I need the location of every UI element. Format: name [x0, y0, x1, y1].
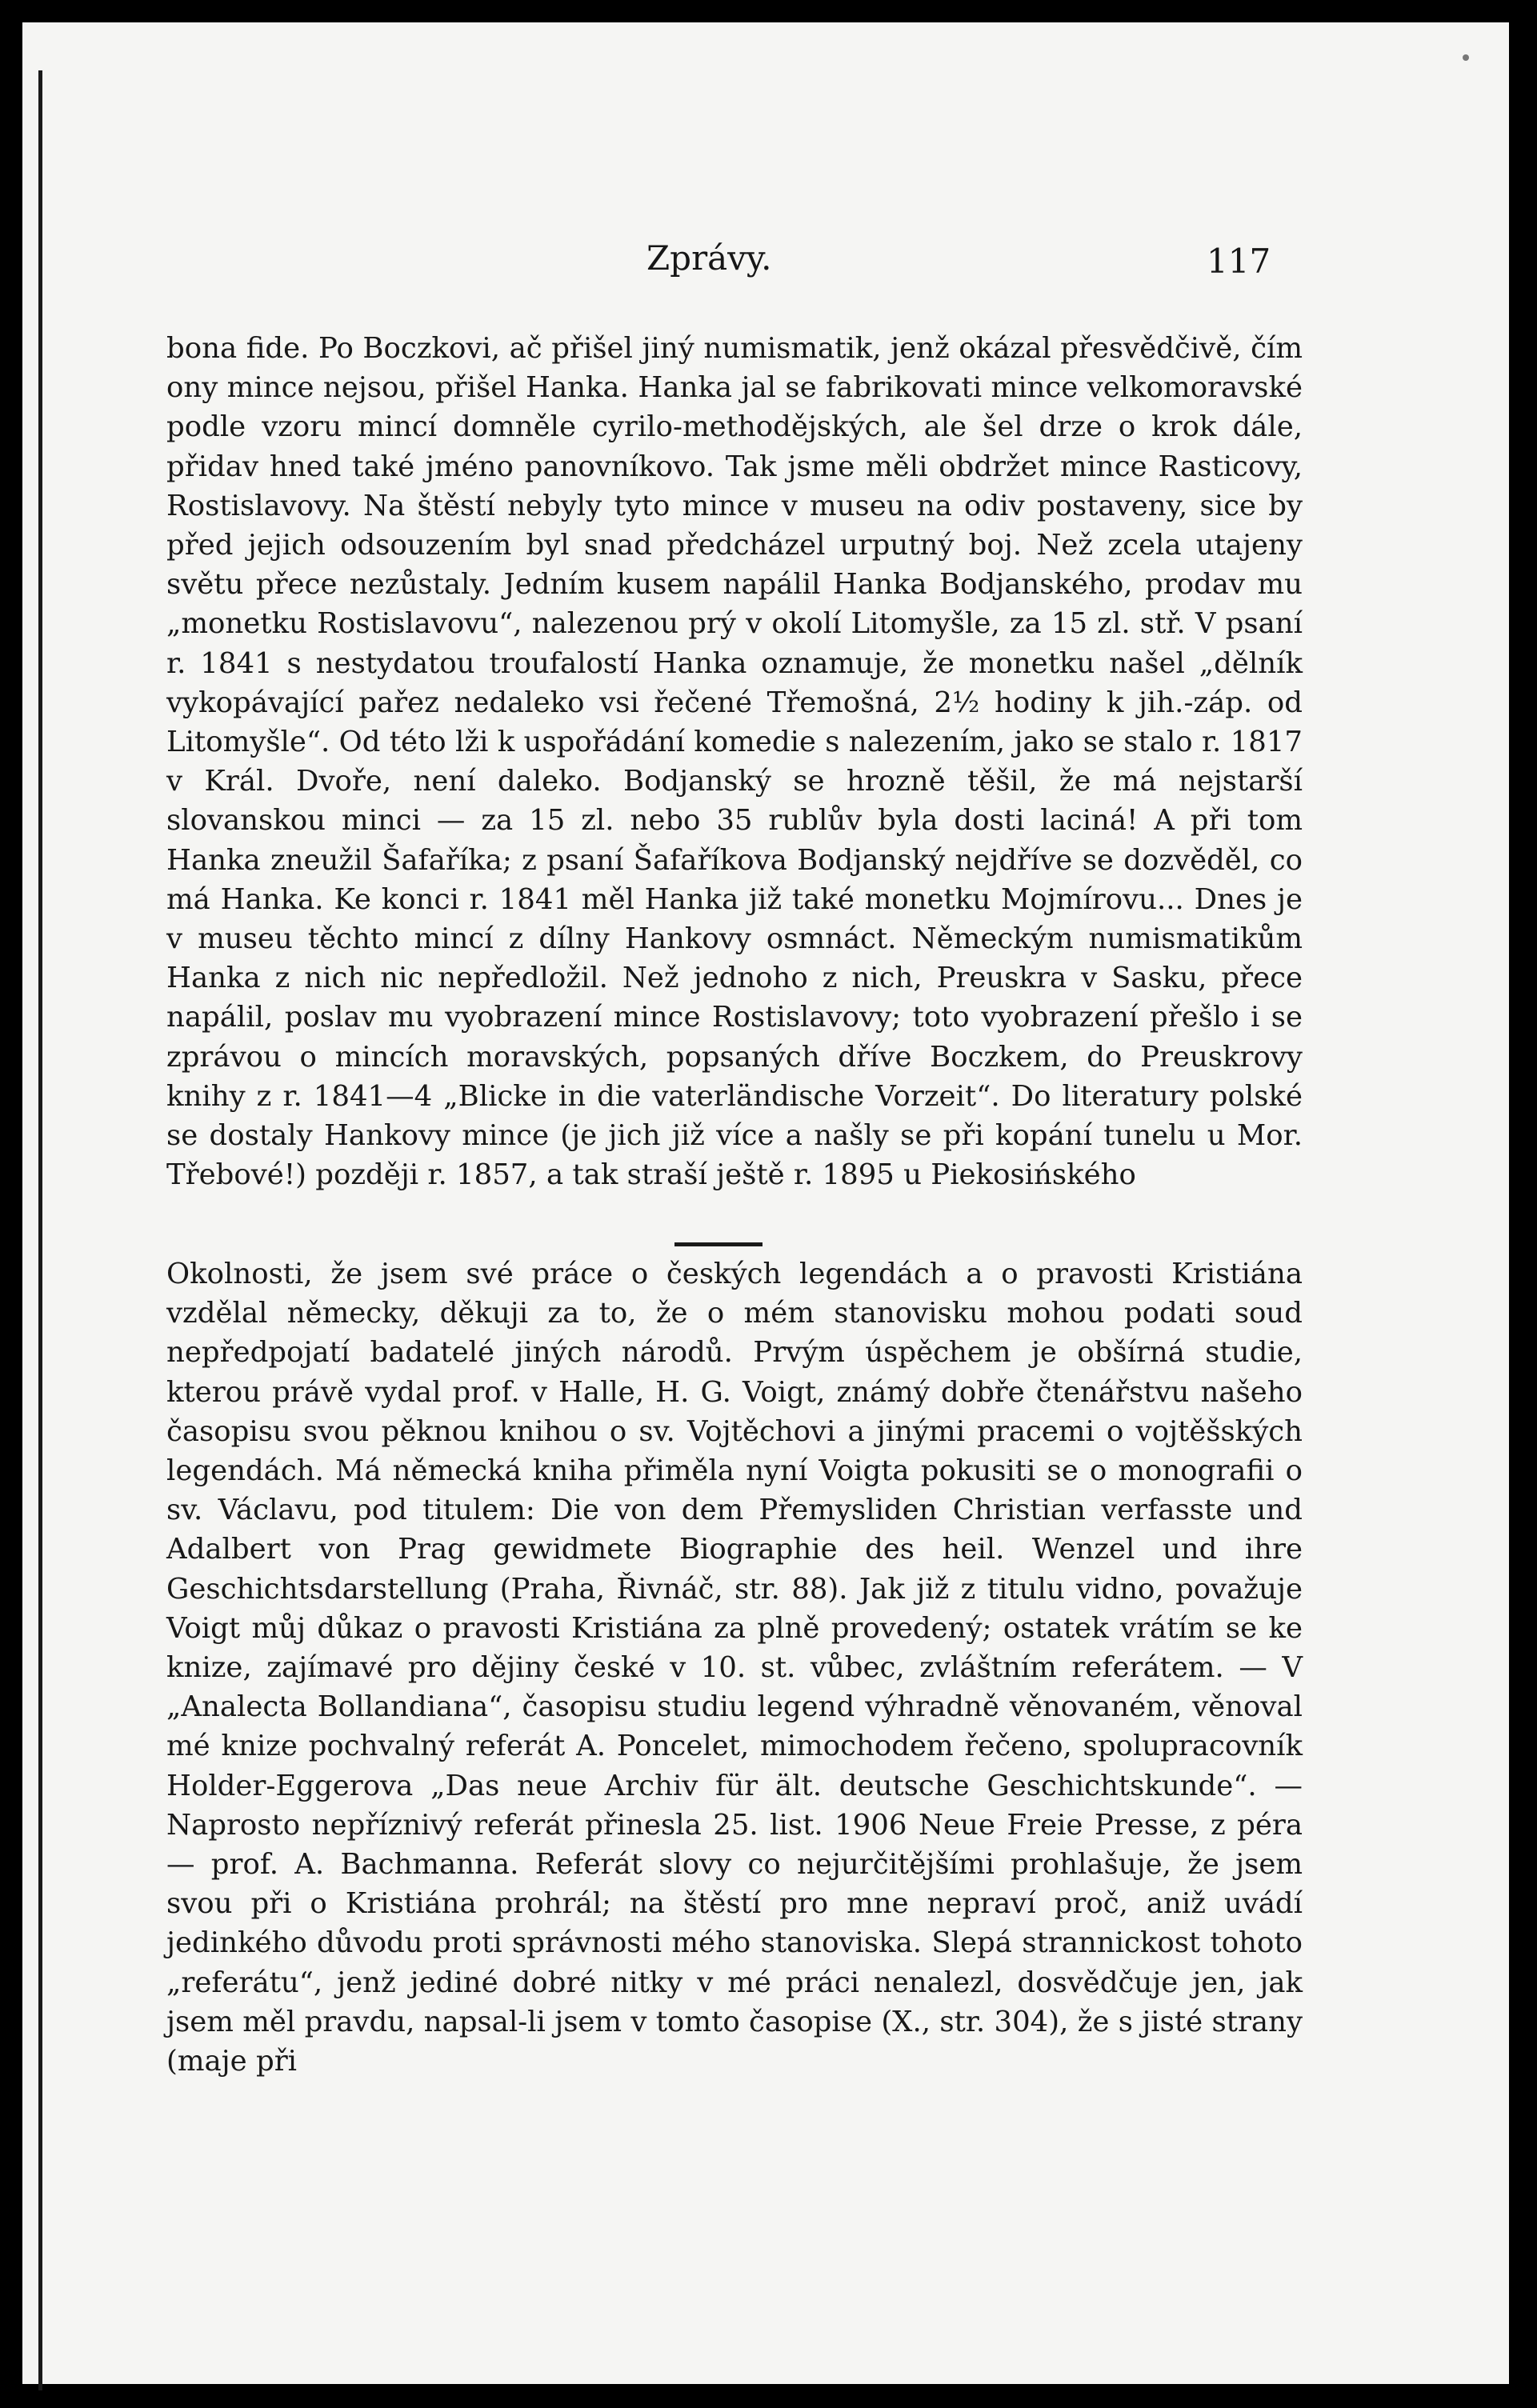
paragraph-kristian-legends: Okolnosti, že jsem své práce o českých legendách a o pravosti Kristiána vzdělal německy, děkuji za to, že o mém stanovisku mohou podati soud nepředpojatí badatelé jiných národů. Prvým úspěchem je obšírná studie, kterou právě vydal prof. v Halle, H. G. Voigt, známý dobře čtenářstvu našeho časopisu svou pěknou knihou o sv. Vojtěchovi a jinými pracemi o vojtěšských legendách. Má německá kniha přiměla nyní Voigta pokusiti se o monografii o sv. Václavu, pod titulem: Die von dem Přemysliden Christian verfasste und Adalbert von Prag gewidmete Biographie des heil. Wenzel und ihre Geschichtsdarstellung (Praha, Řivnáč, str. 88). Jak již z titulu vidno, považuje Voigt můj důkaz o pravosti Kristiána za plně provedený; ostatek vrátím se ke knize, zajímavé pro dějiny české v 10. st. vůbec, zvláštním referátem. — V „Analecta Bollandiana“, časopisu studiu legend výhradně věnovaném, věnoval mé knize pochvalný referát A. Poncelet, mimochodem řečeno, spolupracovník Holder-Eggerova „Das neue Archiv für ält. deutsche Geschichtskunde“. — Naprosto nepříznivý referát přinesla 25. list. 1906 Neue Freie Presse, z péra — prof. A. Bachmanna. Referát slovy co nejurčitějšími prohlašuje, že jsem svou při o Kristiána prohrál; na štěstí pro mne nepraví proč, aniž uvádí jedinkého důvodu proti správnosti mého stanoviska. Slepá strannickost tohoto „referátu“, jenž jediné dobré nitky v mé práci nenalezl, dosvědčuje jen, jak jsem měl pravdu, napsal-li jsem v tomto časopise (X., str. 304), že s jisté strany (maje při: [166, 1258, 1303, 2078]
section-divider: [674, 1242, 762, 1246]
scan-edge-shadow: [38, 70, 42, 2390]
book-page: [22, 22, 1509, 2384]
page-header: [22, 238, 1509, 294]
running-title: Zprávy.: [646, 238, 772, 278]
page-number: 117: [1207, 242, 1271, 281]
paragraph-hanka-coins: bona fide. Po Boczkovi, ač přišel jiný numismatik, jenž okázal přesvědčivě, čím ony mince nejsou, přišel Hanka. Hanka jal se fabrikovati mince velkomoravské podle vzoru mincí domněle cyrilo-methodějských, ale šel drze o krok dále, přidav hned také jméno panovníkovo. Tak jsme měli obdržet mince Rasticovy, Rostislavovy. Na štěstí nebyly tyto mince v museu na odiv postaveny, sice by před jejich odsouzením byl snad předcházel urputný boj. Než zcela utajeny světu přece nezůstaly. Jedním kusem napálil Hanka Bodjanského, prodav mu „monetku Rostislavovu“, nalezenou prý v okolí Litomyšle, za 15 zl. stř. V psaní r. 1841 s nestydatou troufalostí Hanka oznamuje, že monetku našel „dělník vykopávající pařez nedaleko vsi řečené Třemošná, 2½ hodiny k jih.-záp. od Litomyšle“. Od této lži k uspořádání komedie s nalezením, jako se stalo r. 1817 v Král. Dvoře, není daleko. Bodjanský se hrozně těšil, že má nejstarší slovanskou minci — za 15 zl. nebo 35 rublův byla dosti laciná! A při tom Hanka zneužil Šafaříka; z psaní Šafaříkova Bodjanský nejdříve se dozvěděl, co má Hanka. Ke konci r. 1841 měl Hanka již také monetku Mojmírovu... Dnes je v museu těchto mincí z dílny Hankovy osmnáct. Německým numismatikům Hanka z nich nic nepředložil. Než jednoho z nich, Preuskra v Sasku, přece napálil, poslav mu vyobrazení mince Rostislavovy; toto vyobrazení přešlo i se zprávou o mincích moravských, popsaných dříve Boczkem, do Preuskrovy knihy z r. 1841—4 „Blicke in die vaterländische Vorzeit“. Do literatury polské se dostaly Hankovy mince (je jich již více a našly se při kopání tunelu u Mor. Třebové!) později r. 1857, a tak straší ještě r. 1895 u Piekosińského: [166, 332, 1303, 1192]
scan-speck: [1463, 54, 1469, 61]
